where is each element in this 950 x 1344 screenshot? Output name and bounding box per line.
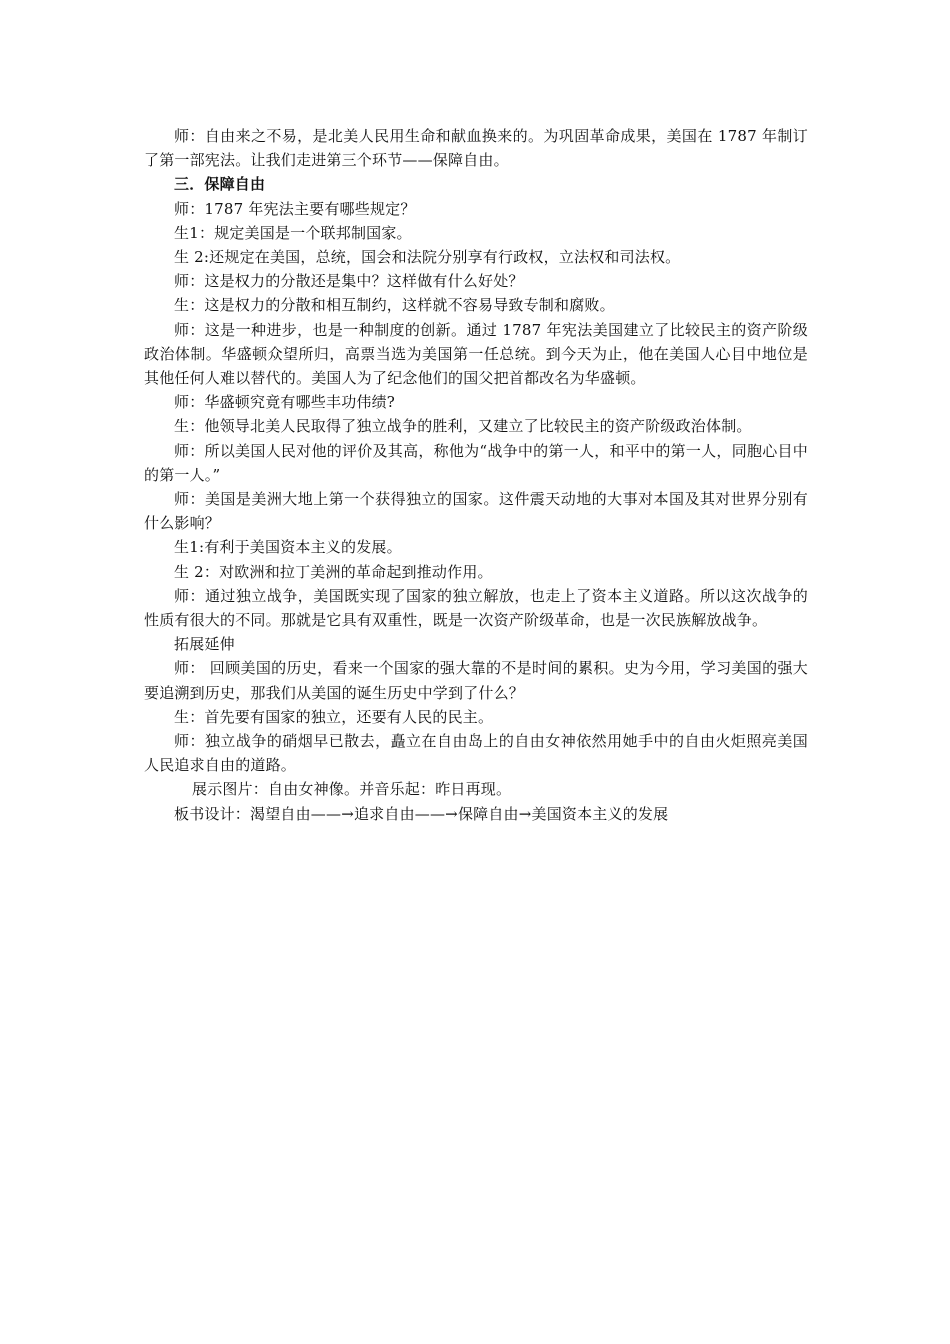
paragraph-student-answer: 生1:有利于美国资本主义的发展。 xyxy=(174,538,402,557)
paragraph-student-answer: 生：首先要有国家的独立，还要有人民的民主。 xyxy=(174,707,494,726)
paragraph-board-design: 板书设计：渴望自由——→追求自由——→保障自由→美国资本主义的发展 xyxy=(174,804,669,823)
paragraph-student-answer: 生 2：对欧洲和拉丁美洲的革命起到推动作用。 xyxy=(174,562,493,581)
paragraph-teacher-remark: 师：这是一种进步，也是一种制度的创新。通过 1787 年宪法美国建立了比较民主的资产阶级政治体制。华盛顿众望所归，高票当选为美国第一任总统。到今天为止，他在美国人心目中地位是其他任何人难以替代的。美国人为了纪念他们的国父把首都改名为华盛顿。 xyxy=(144,320,808,388)
document-body xyxy=(144,124,808,826)
paragraph-student-answer: 生：他领导北美人民取得了独立战争的胜利，又建立了比较民主的资产阶级政治体制。 xyxy=(174,417,752,436)
paragraph-teacher-question: 师：1787 年宪法主要有哪些规定？ xyxy=(174,199,416,218)
paragraph-teacher-remark: 师：独立战争的硝烟早已散去，矗立在自由岛上的自由女神依然用她手中的自由火炬照亮美国人民追求自由的道路。 xyxy=(144,732,808,775)
paragraph-teacher-question: 师：这是权力的分散还是集中？这样做有什么好处？ xyxy=(174,272,524,291)
subsection-heading: 拓展延伸 xyxy=(174,635,235,654)
section-heading: 三．保障自由 xyxy=(174,175,266,194)
paragraph-student-answer: 生 2:还规定在美国，总统，国会和法院分别享有行政权，立法权和司法权。 xyxy=(174,248,681,267)
paragraph-intro: 师：自由来之不易，是北美人民用生命和献血换来的。为巩固革命成果，美国在 1787 年制订了第一部宪法。让我们走进第三个环节——保障自由。 xyxy=(144,127,808,170)
paragraph-teacher-remark: 师：通过独立战争，美国既实现了国家的独立解放，也走上了资本主义道路。所以这次战争的性质有很大的不同。那就是它具有双重性，既是一次资产阶级革命，也是一次民族解放战争。 xyxy=(144,586,808,630)
paragraph-teacher-remark: 师：所以美国人民对他的评价及其高，称他为“战争中的第一人，和平中的第一人，同胞心目中的第一人。” xyxy=(144,441,808,484)
paragraph-student-answer: 生：这是权力的分散和相互制约，这样就不容易导致专制和腐败。 xyxy=(174,296,615,315)
paragraph-teacher-question: 师： 回顾美国的历史，看来一个国家的强大靠的不是时间的累积。史为今用，学习美国的强大要追溯到历史，那我们从美国的诞生历史中学到了什么？ xyxy=(144,659,808,702)
paragraph-teacher-question: 师：华盛顿究竟有哪些丰功伟绩? xyxy=(174,393,396,412)
paragraph-display-note: 展示图片：自由女神像。并音乐起：昨日再现。 xyxy=(192,780,512,799)
paragraph-student-answer: 生1：规定美国是一个联邦制国家。 xyxy=(174,223,412,242)
paragraph-teacher-question: 师：美国是美洲大地上第一个获得独立的国家。这件震天动地的大事对本国及其对世界分别有什么影响？ xyxy=(144,490,808,533)
